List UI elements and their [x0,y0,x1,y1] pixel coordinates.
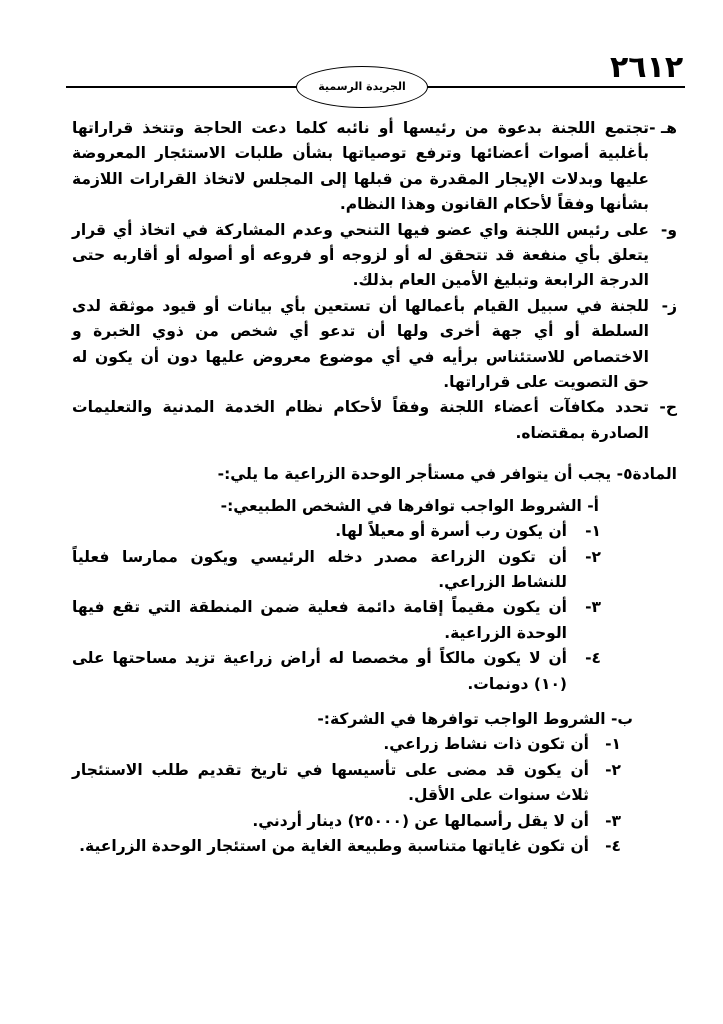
list-text: أن تكون ذات نشاط زراعي. [383,735,589,754]
section-a-heading: أ- الشروط الواجب توافرها في الشخص الطبيعي:- [220,496,599,515]
article-heading: المادة٥- يجب أن يتوافر في مستأجر الوحدة الزراعية ما يلي:- [217,465,677,484]
clause-marker: ز- [661,296,677,315]
list-text: أن لا يكون مالكاً أو مخصصا له أراض زراعية تزيد مساحتها على (١٠) دونمات. [72,649,567,693]
list-text: أن تكون الزراعة مصدر دخله الرئيسي ويكون ممارسا فعلياً للنشاط الزراعي. [72,547,567,591]
list-item [72,519,677,544]
clause-marker: و- [660,220,677,239]
list-item [72,834,677,859]
clause-z [72,294,677,396]
clause-text: على رئيس اللجنة واي عضو فيها التنحي وعدم المشاركة في اتخاذ أي قرار يتعلق بأي منفعة قد تتحقق له أو لزوجه أو فروعه أو أصوله أو أقاربه حتى الدرجة الرابعة وتبليغ الأمين العام بذلك. [72,220,649,290]
list-item [72,758,677,809]
clause-w [72,218,677,294]
clause-text: تجتمع اللجنة بدعوة من رئيسها أو نائبه كلما دعت الحاجة وتتخذ قراراتها بأغلبية أصوات أعضائها وترفع توصياتها بشأن طلبات الاستئجار المعروضة عليها وبدلات الإيجار المقدرة من قبلها إلى المجلس لاتخاذ القرارات اللازمة بشأنها وفقاً لأحكام القانون وهذا النظام. [72,119,649,214]
clause-marker: هـ - [649,119,677,137]
clause-marker: ح- [659,398,677,417]
list-text: أن يكون رب أسرة أو معيلاً لها. [335,522,567,541]
clause-text: للجنة في سبيل القيام بأعمالها أن تستعين بأي بيانات أو قيود موثقة لدى السلطة أو أي جهة أخرى ولها أن تدعو أي شخص من ذوي الخبرة و الاختصاص للاستئناس برأيه في أي موضوع معروض عليها دون أن يكون له حق التصويت على قراراتها. [72,296,649,392]
list-marker: ٢- [585,547,601,566]
gazette-title-oval: الجريدة الرسمية [296,66,428,108]
list-marker: ٣- [605,811,621,830]
list-marker: ١- [585,522,601,541]
list-text: أن يكون قد مضى على تأسيسها في تاريخ تقديم طلب الاستئجار ثلاث سنوات على الأقل. [72,760,589,805]
section-a [72,494,677,697]
list-text: أن لا يقل رأسمالها عن (٢٥٠٠٠) دينار أردني. [252,811,589,830]
list-item [72,545,677,596]
list-text: أن تكون غاياتها متناسبة وطبيعة الغاية من استئجار الوحدة الزراعية. [79,836,589,855]
clause-h2 [72,395,677,446]
list-marker: ٤- [605,836,621,855]
section-b [72,707,677,859]
list-item [72,732,677,757]
page-number: ٢٦١٢ [610,50,684,85]
section-b-heading: ب- الشروط الواجب توافرها في الشركة:- [317,709,633,728]
list-marker: ٣- [585,598,601,617]
list-text: أن يكون مقيماً إقامة دائمة فعلية ضمن المنطقة التي تقع فيها الوحدة الزراعية. [72,598,567,642]
document-body [72,116,677,859]
clause-text: تحدد مكافآت أعضاء اللجنة وفقاً لأحكام نظام الخدمة المدنية والتعليمات الصادرة بمقتضاه. [72,398,649,442]
list-marker: ١- [605,735,621,754]
page-header [0,0,723,110]
list-item [72,595,677,646]
list-item [72,646,677,697]
list-marker: ٤- [585,649,601,668]
list-item [72,809,677,834]
clause-h [72,116,677,218]
list-marker: ٢- [605,760,621,779]
